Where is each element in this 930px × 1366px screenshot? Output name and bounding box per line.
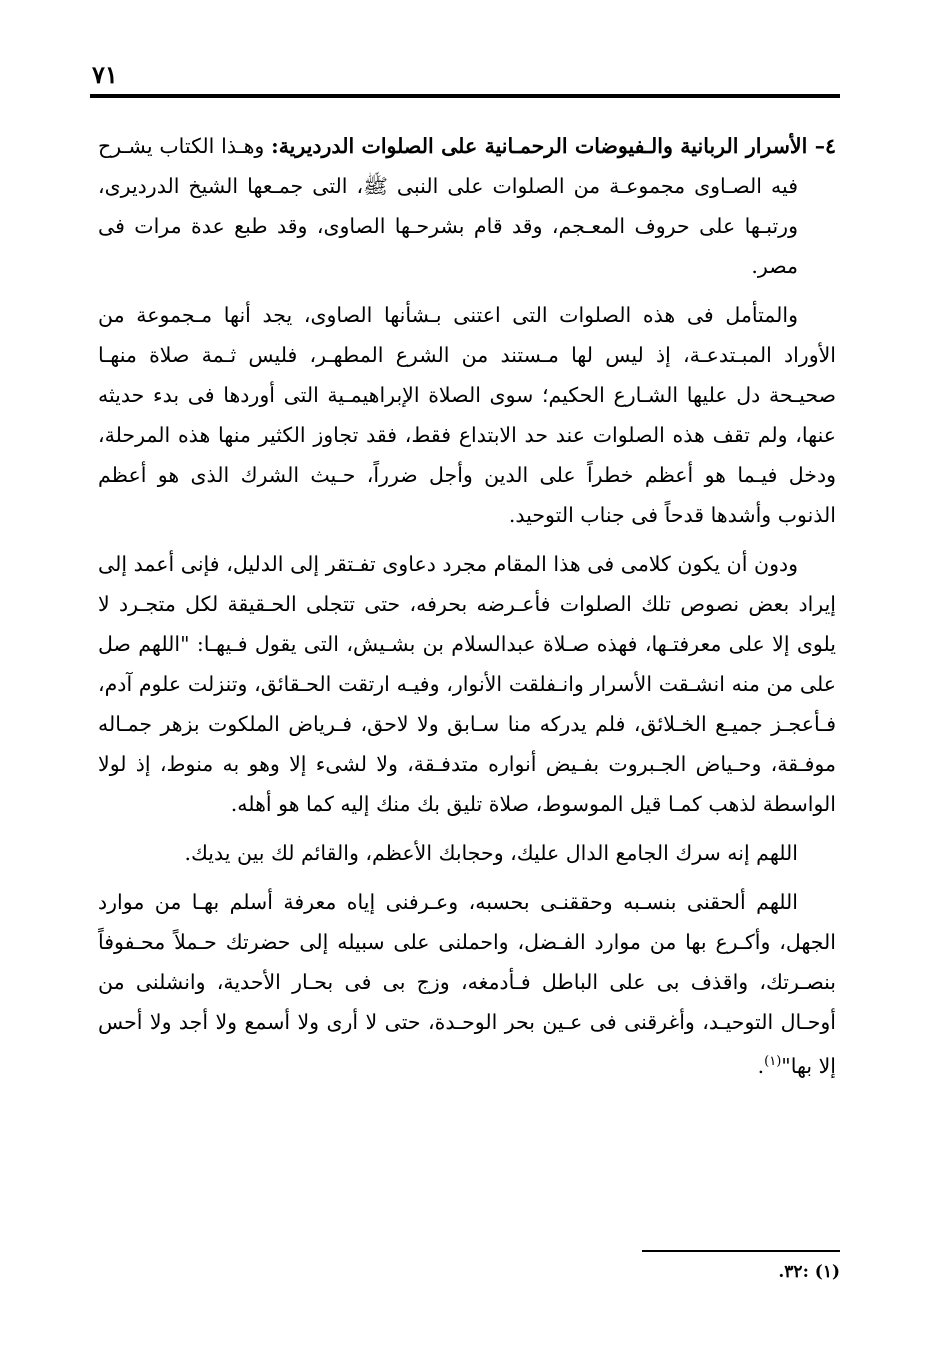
paragraph-3: اللهم إنه سرك الجامع الدال عليك، وحجابك الأعظم، والقائم لك بين يديك. <box>184 841 798 865</box>
paragraph-2: ودون أن يكون كلامى فى هذا المقام مجرد دعاوى تفـتقر إلى الدليل، فإنى أعمد إلى إيراد بعض نصوص تلك الصلوات فأعـرضه بحرفه، حتى تتجلى الحـقيقة لكل متجـرد لا يلوى إلا على معرفتـها، فهذه صـلاة عبدالسلام بن بشـيش، التى يقول فـيهـا: "اللهم صل على من منه انشـقت الأسرار وانـفلقت الأنوار، وفيـه ارتقت الحـقائق، وتنزلت علوم آدم، فـأعجـز جميـع الخـلائق، فلم يدركه منا سـابق ولا لاحق، فـرياض الملكوت بزهر جمـاله موفـقة، وحـياض الجـبروت بفـيض أنواره متدفـقة، ولا لشىء إلا وهو به منوط، إذ لولا الواسطة لذهب كمـا قيل الموسوط، صلاة تليق بك منك إليه كما هو أهله. <box>98 552 836 816</box>
paragraph-1: والمتأمل فى هذه الصلوات التى اعتنى بـشأنها الصاوى، يجد أنها مـجموعة من الأوراد المبـتدعـة، إذ ليس لها مـستند من الشرع المطهـر، فليس ثـمة صلاة منهـا صحيـحة دل عليها الشـارع الحكيم؛ سوى الصلاة الإبراهيمـية التى أوردها فى بدء حديثه عنها، ولم تقف هذه الصلوات عند حد الابتداع فقط، فقد تجاوز الكثير منها هذه المرحلة، ودخل فيـما هو أعظم خطراً على الدين وأجل ضرراً، حـيث الشرك الذى هو أعظم الذنوب وأشدها قدحاً فى جناب التوحيد. <box>98 303 836 527</box>
item-4-title: ٤– الأسرار الربانية والـفيوضات الرحمـانية على الصلوات الدرديرية: <box>271 134 836 158</box>
paragraph-4 <box>98 882 836 1086</box>
footnote-marker: (١) <box>764 1054 782 1069</box>
paragraph-4-end: . <box>757 1053 765 1078</box>
paragraph-4-text: اللهم ألحقنى بنسـبه وحققنـى بحسبه، وعـرفنى إياه معرفة أسلم بهـا من موارد الجهل، وأكـرع بها من موارد الفـضل، واحملنى على سبيله إلى حضرتك حـملاً محـفوفاً بنصـرتك، واقذف بى على الباطل فـأدمغه، وزج بى فى بحـار الأحدية، وانشلنى من أوحـال التوحيـد، وأغرقنى فى عـين بحر الوحـدة، حتى لا أرى ولا أسمع ولا أجد ولا أحس إلا بها" <box>98 890 836 1078</box>
page-number: ٧١ <box>92 60 118 89</box>
item-4-text: وهـذا الكتاب يشـرح فيه الصـاوى مجموعـة من الصلوات على النبى ﷺ، التى جمـعها الشيخ الدرديرى، ورتبـها على حروف المعـجم، وقد قام بشرحـها الصاوى، وقد طبع عدة مرات فى مصر. <box>98 134 798 278</box>
item-4 <box>98 126 836 286</box>
footnote-rule <box>642 1250 840 1252</box>
footnote: (١) :٣٢. <box>778 1262 840 1282</box>
page-body <box>98 126 836 1095</box>
header-rule <box>90 94 840 98</box>
